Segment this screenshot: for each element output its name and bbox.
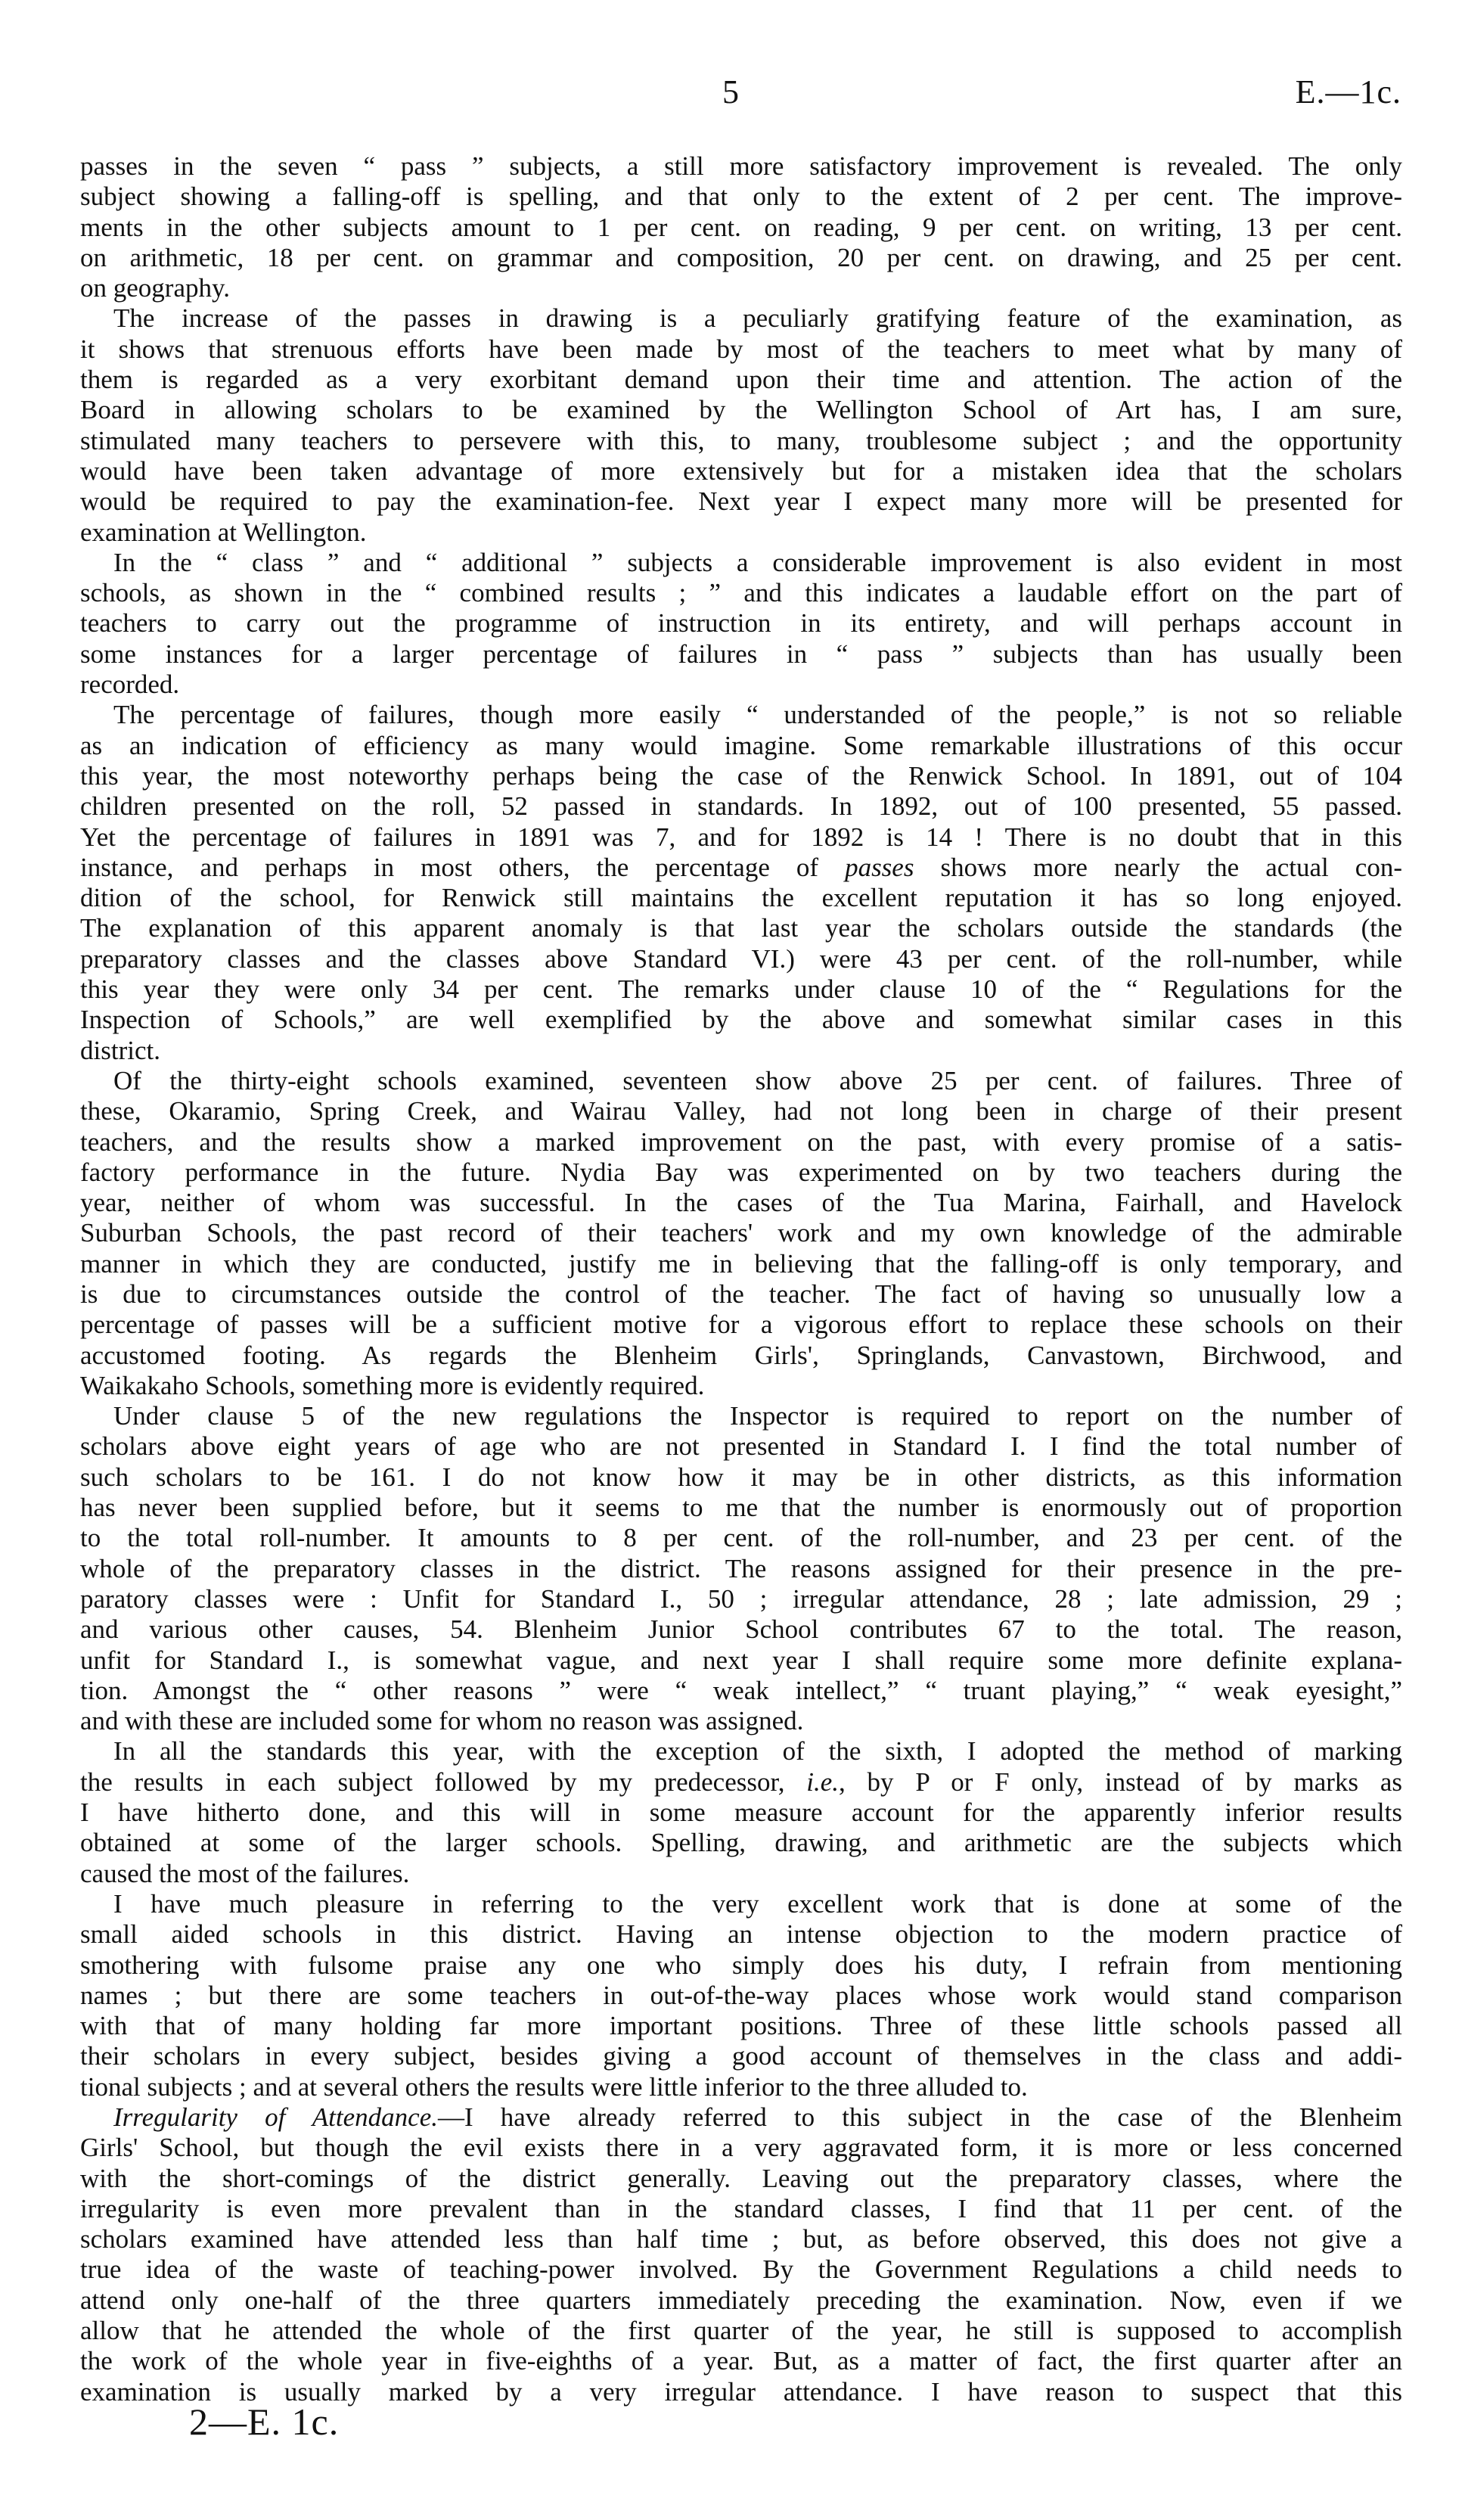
text-line: Suburban Schools, the past record of their teachers' work and my own knowledge of the admirable [80, 1218, 1402, 1248]
text-line: district. [80, 1035, 160, 1065]
text-line: it shows that strenuous efforts have been made by most of the teachers to meet what by many of [80, 334, 1402, 364]
text-line: Yet the percentage of failures in 1891 was 7, and for 1892 is 14 ! There is no doubt that in this [80, 822, 1402, 852]
paragraph [80, 1066, 1402, 1401]
text-line: on arithmetic, 18 per cent. on grammar and composition, 20 per cent. on drawing, and 25 per cent. [80, 242, 1402, 272]
italic-text: passes [845, 852, 914, 882]
text-line: with that of many holding far more important positions. Three of these little schools passed all [80, 2011, 1402, 2041]
text-line: I have much pleasure in referring to the very excellent work that is done at some of the [113, 1888, 1402, 1919]
text-line: this year they were only 34 per cent. The remarks under clause 10 of the “ Regulations for the [80, 974, 1402, 1005]
text-line [80, 1767, 1402, 1798]
text-line: passes in the seven “ pass ” subjects, a still more satisfactory improvement is revealed. The only [80, 151, 1402, 181]
text-line: would be required to pay the examination-fee. Next year I expect many more will be presented for [80, 486, 1402, 517]
italic-text: Irregularity of Attendance. [113, 2102, 438, 2132]
text-line: factory performance in the future. Nydia Bay was experimented on by two teachers during the [80, 1157, 1402, 1187]
text-line: teachers, and the results show a marked improvement on the past, with every promise of a satis- [80, 1126, 1402, 1157]
text-line: some instances for a larger percentage of failures in “ pass ” subjects than has usually been [80, 639, 1402, 669]
paragraph [80, 1889, 1402, 2102]
text-line: on geography. [80, 273, 230, 303]
text-line: smothering with fulsome praise any one who simply does his duty, I refrain from mentioning [80, 1950, 1402, 1980]
paragraph [80, 2102, 1402, 2407]
text-line: this year, the most noteworthy perhaps being the case of the Renwick School. In 1891, out of 104 [80, 760, 1402, 791]
text-line: accustomed footing. As regards the Blenheim Girls', Springlands, Canvastown, Birchwood, and [80, 1340, 1402, 1370]
text-line: caused the most of the failures. [80, 1858, 410, 1888]
text-line: percentage of passes will be a sufficient motive for a vigorous effort to replace these schools on their [80, 1310, 1402, 1340]
page-number: 5 [722, 73, 739, 110]
text-line: would have been taken advantage of more extensively but for a mistaken idea that the scholars [80, 455, 1402, 486]
text-line: Of the thirty-eight schools examined, seventeen show above 25 per cent. of failures. Three of [113, 1065, 1402, 1095]
paragraph [80, 700, 1402, 1066]
text-line: tion. Amongst the “ other reasons ” were “ weak intellect,” “ truant playing,” “ weak eyesight,” [80, 1675, 1402, 1705]
text-line: year, neither of whom was successful. In the cases of the Tua Marina, Fairhall, and Havelock [80, 1188, 1402, 1218]
text-line: The explanation of this apparent anomaly is that last year the scholars outside the standards (the [80, 913, 1402, 943]
text-line: paratory classes were : Unfit for Standard I., 50 ; irregular attendance, 28 ; late admission, 29 ; [80, 1583, 1402, 1614]
text-line: names ; but there are some teachers in out-of-the-way places whose work would stand comparison [80, 1980, 1402, 2010]
text-line: scholars examined have attended less than half time ; but, as before observed, this does not give a [80, 2224, 1402, 2254]
text-line: Waikakaho Schools, something more is evidently required. [80, 1370, 705, 1400]
document-code: E.—1c. [1295, 73, 1401, 110]
paragraph [80, 548, 1402, 700]
footer-signature-code: 2—E. 1c. [189, 2400, 340, 2443]
text-line: is due to circumstances outside the control of the teacher. The fact of having so unusually low a [80, 1279, 1402, 1309]
text-line: small aided schools in this district. Having an intense objection to the modern practice of [80, 1919, 1402, 1950]
text-line: examination is usually marked by a very irregular attendance. I have reason to suspect that this [80, 2376, 1402, 2407]
text-line: irregularity is even more prevalent than in the standard classes, I find that 11 per cent. of the [80, 2193, 1402, 2223]
text-line: has never been supplied before, but it seems to me that the number is enormously out of proportion [80, 1493, 1402, 1523]
paragraph [80, 151, 1402, 303]
text-line: In the “ class ” and “ additional ” subjects a considerable improvement is also evident in most [113, 547, 1402, 577]
text-line [80, 853, 1402, 883]
text-line: schools, as shown in the “ combined results ; ” and this indicates a laudable effort on the part of [80, 578, 1402, 608]
text-segment: the results in each subject followed by my predecessor, [80, 1766, 807, 1797]
text-line: examination at Wellington. [80, 517, 367, 547]
body-text [80, 151, 1402, 2407]
text-line: children presented on the roll, 52 passed in standards. In 1892, out of 100 presented, 55 passed. [80, 791, 1402, 822]
text-line [80, 2102, 1402, 2133]
paragraph [80, 1401, 1402, 1736]
text-line: In all the standards this year, with the exception of the sixth, I adopted the method of marking [113, 1736, 1402, 1766]
text-line: recorded. [80, 670, 180, 700]
text-segment: —I have already referred to this subject in the case of the Blenheim [437, 2102, 1403, 2132]
text-line: dition of the school, for Renwick still maintains the excellent reputation it has so long enjoyed. [80, 883, 1402, 913]
text-line: such scholars to be 161. I do not know how it may be in other districts, as this information [80, 1462, 1402, 1492]
text-line: subject showing a falling-off is spelling, and that only to the extent of 2 per cent. The improve- [80, 182, 1402, 212]
text-segment: shows more nearly the actual con- [914, 852, 1402, 882]
text-line: The percentage of failures, though more easily “ understanded of the people,” is not so reliable [113, 700, 1402, 730]
text-line: tional subjects ; and at several others the results were little inferior to the three alluded to. [80, 2071, 1028, 2102]
text-line: teachers to carry out the programme of instruction in its entirety, and will perhaps account in [80, 608, 1402, 639]
text-line: scholars above eight years of age who are not presented in Standard I. I find the total number of [80, 1431, 1402, 1462]
text-line: Girls' School, but though the evil exists there in a very aggravated form, it is more or less concerned [80, 2133, 1402, 2163]
text-line: their scholars in every subject, besides giving a good account of themselves in the class and addi- [80, 2041, 1402, 2071]
text-line: and various other causes, 54. Blenheim Junior School contributes 67 to the total. The reason, [80, 1614, 1402, 1645]
text-line: with the short-comings of the district generally. Leaving out the preparatory classes, where the [80, 2163, 1402, 2193]
text-line: them is regarded as a very exorbitant demand upon their time and attention. The action of the [80, 365, 1402, 395]
text-segment: instance, and perhaps in most others, the percentage of [80, 852, 846, 882]
paragraph [80, 1736, 1402, 1888]
text-line: the work of the whole year in five-eighths of a year. But, as a matter of fact, the first quarter after an [80, 2346, 1402, 2376]
text-line: whole of the preparatory classes in the district. The reasons assigned for their presence in the pre- [80, 1553, 1402, 1583]
paragraph [80, 303, 1402, 547]
text-line: manner in which they are conducted, justify me in believing that the falling-off is only temporary, and [80, 1248, 1402, 1279]
text-line: allow that he attended the whole of the first quarter of the year, he still is supposed to accomplish [80, 2316, 1402, 2346]
italic-text: i.e. [806, 1766, 840, 1797]
text-line: true idea of the waste of teaching-power involved. By the Government Regulations a child needs to [80, 2254, 1402, 2285]
text-line: as an indication of efficiency as many would imagine. Some remarkable illustrations of this occur [80, 730, 1402, 760]
text-line: to the total roll-number. It amounts to 8 per cent. of the roll-number, and 23 per cent. of the [80, 1523, 1402, 1553]
text-line: ments in the other subjects amount to 1 per cent. on reading, 9 per cent. on writing, 13 per cent. [80, 212, 1402, 242]
text-line: preparatory classes and the classes above Standard VI.) were 43 per cent. of the roll-number, while [80, 943, 1402, 974]
text-line: I have hitherto done, and this will in some measure account for the apparently inferior results [80, 1798, 1402, 1828]
text-line: Inspection of Schools,” are well exemplified by the above and somewhat similar cases in this [80, 1005, 1402, 1035]
text-line: The increase of the passes in drawing is a peculiarly gratifying feature of the examination, as [113, 303, 1402, 334]
text-line: unfit for Standard I., is somewhat vague, and next year I shall require some more definite explana- [80, 1645, 1402, 1675]
text-line: these, Okaramio, Spring Creek, and Wairau Valley, had not long been in charge of their present [80, 1096, 1402, 1126]
text-line: Board in allowing scholars to be examined by the Wellington School of Art has, I am sure, [80, 395, 1402, 425]
text-line: obtained at some of the larger schools. Spelling, drawing, and arithmetic are the subjects which [80, 1828, 1402, 1858]
text-line: attend only one-half of the three quarters immediately preceding the examination. Now, even if we [80, 2285, 1402, 2315]
text-line: and with these are included some for whom no reason was assigned. [80, 1706, 804, 1736]
text-line: Under clause 5 of the new regulations the Inspector is required to report on the number of [113, 1401, 1402, 1431]
text-line: stimulated many teachers to persevere with this, to many, troublesome subject ; and the opportunity [80, 425, 1402, 455]
text-segment: , by P or F only, instead of by marks as [839, 1766, 1402, 1797]
